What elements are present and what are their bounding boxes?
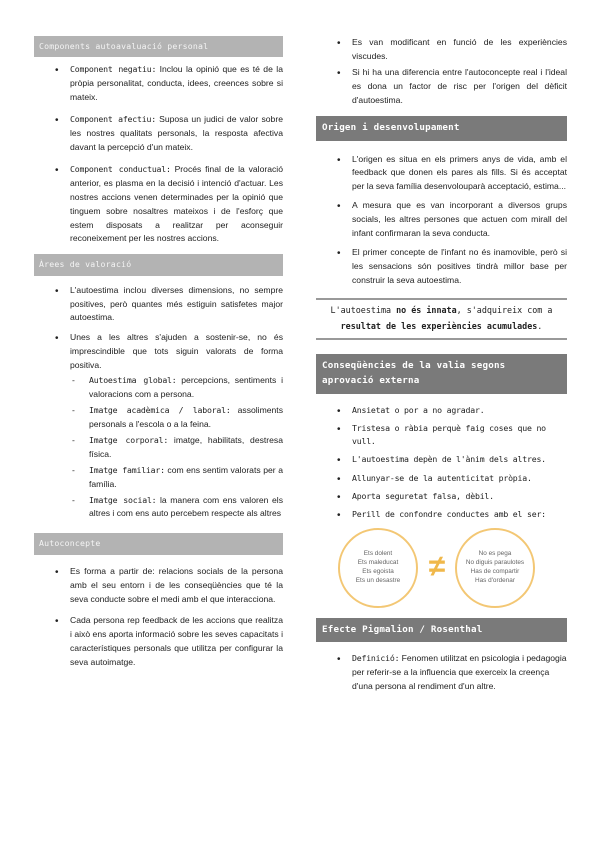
list-item: • L'autoestima depèn de l'ànim dels altres. <box>316 453 567 466</box>
sub-item: - Imatge acadèmica / laboral: assoliments personals a l'escola o a la feina. <box>70 404 283 432</box>
section-header-arees: Àrees de valoració <box>34 254 283 275</box>
list-item: • Component conductual: Procés final de la valoració anterior, es plasma en la decisió i intenció d'actuar. Les nostres accions venen determinades per la opinió que tinguem sobre nosaltres mateixos i de l'esforç que estem disposats a realitzar per aconseguir reconeixement per les nostres accions. <box>34 163 283 247</box>
list-item: • Allunyar-se de la autenticitat pròpia. <box>316 472 567 485</box>
key-quote: L'autoestima no és innata, s'adquireix com a resultat de les experiències acumulades. <box>316 298 567 340</box>
list-item: • Tristesa o ràbia perquè faig coses que no vull. <box>316 422 567 449</box>
arees-sublist <box>70 374 283 521</box>
sub-item: - Imatge corporal: imatge, habilitats, destresa física. <box>70 434 283 462</box>
list-item: • El primer concepte de l'infant no és inamovible, però si les sensacions són positives tindrà millor base per construir la seva autoestima. <box>316 246 567 288</box>
list-item: • A mesura que es van incorporant a diversos grups socials, les altres persones que actuen com mirall del infant confirmaran la seva conducta. <box>316 199 567 241</box>
pigmalion-list <box>316 652 567 694</box>
list-item: • Es forma a partir de: relacions socials de la persona amb el seu entorn i de les conseqüències que té la seva conducte sobre el medi amb el que interacciona. <box>34 565 283 607</box>
list-item: • Perill de confondre conductes amb el ser: <box>316 508 567 521</box>
section-header-autoconcepte: Autoconcepte <box>34 533 283 554</box>
not-equal-icon: ≠ <box>428 549 446 583</box>
origen-list <box>316 153 567 288</box>
section-header-components: Components autoavaluació personal <box>34 36 283 57</box>
list-item: • Ansietat o por a no agradar. <box>316 404 567 417</box>
right-column <box>316 0 567 694</box>
behaviours-circle: No es pega No diguis paraulotes Has de compartir Has d'ordenar <box>455 528 535 608</box>
sub-item: - Imatge social: la manera com ens valoren els altres i com ens auto percebem respecte als altres <box>70 494 283 522</box>
list-item: • L'origen es situa en els primers anys de vida, amb el feedback que donen els pares als fills. Si és acceptat per la seva família desenvolouparà acceptació, estima... <box>316 153 567 195</box>
labels-vs-behaviours-figure <box>316 528 567 608</box>
list-item: • Component afectiu: Suposa un judici de valor sobre les nostres qualitats personals, la resposta afectiva davant la percepció d'un mateix. <box>34 113 283 155</box>
list-item: • Es van modificant en funció de les experiències viscudes. <box>316 36 567 64</box>
arees-list <box>34 284 283 522</box>
section-header-consequencies: Conseqüències de la valia segons aprovació externa <box>316 354 567 394</box>
sub-item: - Autoestima global: percepcions, sentiments i valoracions com a persona. <box>70 374 283 402</box>
list-item: • Cada persona rep feedback de les accions que realitza i això ens aporta informació sobre les seves capacitats i característiques personals que utilitza per configurar la seva autoimatge. <box>34 614 283 670</box>
list-item: • Component negatiu: Inclou la opinió que es té de la pròpia personalitat, conducta, idees, creences sobre si mateix. <box>34 63 283 105</box>
section-header-pigmalion: Efecte Pigmalion / Rosenthal <box>316 618 567 643</box>
labels-circle: Ets dolent Ets maleducat Ets egoista Ets un desastre <box>338 528 418 608</box>
list-item: • Aporta seguretat falsa, dèbil. <box>316 490 567 503</box>
components-list <box>34 63 283 246</box>
consequencies-list <box>316 404 567 522</box>
left-column <box>34 0 283 678</box>
autoconcepte-list <box>34 565 283 670</box>
list-item: • Unes a les altres s'ajuden a sostenir-se, no és imprescindible que tots siguin valorats de forma positiva. - Autoestima global: percepcions, sentiments i valoracions com a persona. - Imatge acadèmica / laboral: assoliments personals a l'escola o a la feina. - Imatge corporal: imatge, habilitats, destresa física. - Imatge familiar: com ens sentim valorats per a família. - Imatge social: la manera com ens valoren els altres i com ens auto percebem respecte als altres <box>34 331 283 521</box>
sub-item: - Imatge familiar: com ens sentim valorats per a família. <box>70 464 283 492</box>
section-header-origen: Origen i desenvolupament <box>316 116 567 141</box>
autoconcepte-continued-list <box>316 36 567 108</box>
list-item: • Definició: Fenomen utilitzat en psicologia i pedagogia per referir-se a la influencia que exerceix la creença d'una persona al rendiment d'un altre. <box>316 652 567 694</box>
list-item: • Si hi ha una diferencia entre l'autoconcepte real i l'ideal es dona un factor de risc per l'origen del dèficit d'autoestima. <box>316 66 567 108</box>
list-item: • L'autoestima inclou diverses dimensions, no sempre positives, però quantes més estiguin satisfetes major autoestima. <box>34 284 283 326</box>
